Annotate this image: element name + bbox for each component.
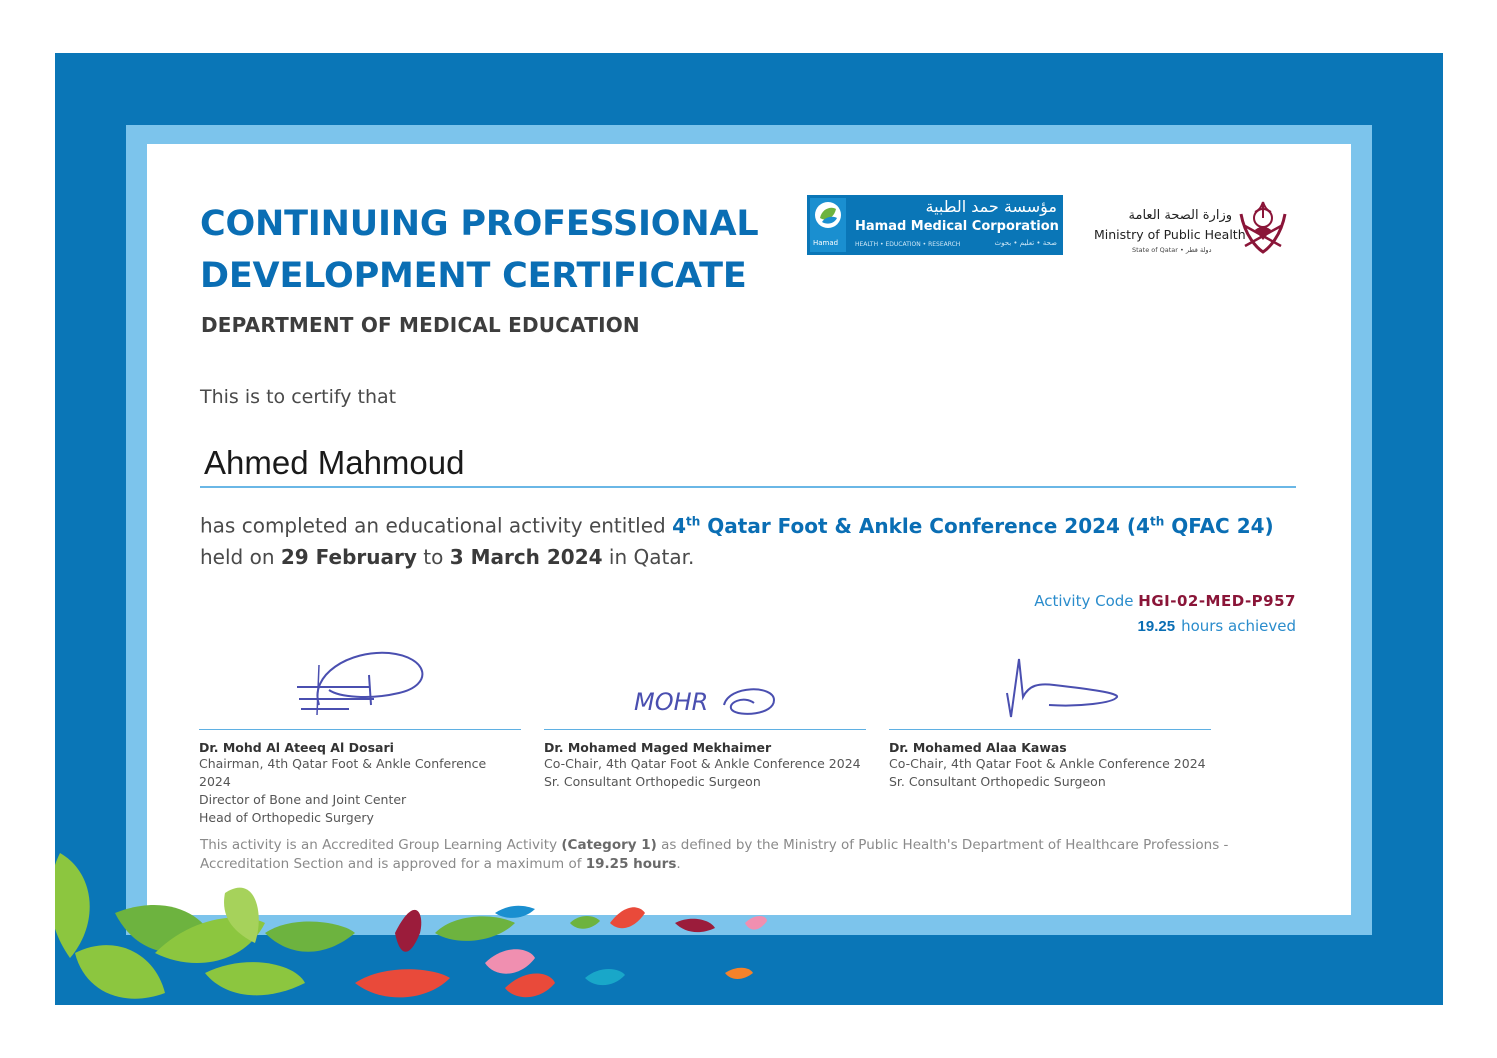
hmc-logo <box>807 195 1063 255</box>
title-line-2: DEVELOPMENT CERTIFICATE <box>200 256 747 296</box>
hours-label: hours achieved <box>1181 617 1296 635</box>
hmc-mark-label: Hamad <box>813 239 839 247</box>
signatory-2-name: Dr. Mohamed Maged Mekhaimer <box>544 740 772 755</box>
department-name: DEPARTMENT OF MEDICAL EDUCATION <box>201 313 640 337</box>
signature-1 <box>199 645 521 729</box>
activity-prefix: has completed an educational activity entitled <box>200 513 673 538</box>
accreditation-statement: This activity is an Accredited Group Learning Activity (Category 1) as defined by the Ministry of Public Health's Department of Healthcare Professions - Accreditation Section and is approved for a maximum of 19.25 hours. <box>200 837 1229 872</box>
activity-statement: has completed an educational activity entitled 4th Qatar Foot & Ankle Conference 2024 (4th QFAC 24) held on 29 February to 3 March 2024 in Qatar. <box>200 513 1274 569</box>
signature-2 <box>544 645 866 729</box>
location-text: in Qatar. <box>602 544 695 569</box>
signatory-2 <box>544 645 866 791</box>
certificate-title <box>200 198 758 302</box>
hmc-tagline: HEALTH • EDUCATION • RESEARCH <box>855 241 961 248</box>
qatar-emblem-icon <box>1235 196 1291 256</box>
moph-english-name: Ministry of Public Health <box>1094 227 1246 242</box>
recipient-name: Ahmed Mahmoud <box>204 444 465 481</box>
accreditation-hours: 19.25 hours <box>585 856 677 872</box>
signatory-1-title-1: Chairman, 4th Qatar Foot & Ankle Conference 2024 <box>199 756 487 789</box>
signatory-2-title-2: Sr. Consultant Orthopedic Surgeon <box>544 774 761 789</box>
signature-3 <box>889 645 1211 729</box>
date-start: 29 February <box>280 544 417 569</box>
moph-subtitle: State of Qatar • دولة قطر <box>1132 246 1212 254</box>
date-end: 3 March 2024 <box>449 544 603 569</box>
moph-arabic-name: وزارة الصحة العامة <box>1128 208 1232 223</box>
moph-logo <box>1092 196 1292 258</box>
accreditation-category: (Category 1) <box>561 837 657 853</box>
name-underline <box>200 486 1296 488</box>
signatory-3-name: Dr. Mohamed Alaa Kawas <box>889 740 1067 755</box>
signatory-3 <box>889 645 1211 791</box>
certify-text: This is to certify that <box>200 386 397 408</box>
hours-line <box>1138 617 1296 635</box>
signatory-3-title-2: Sr. Consultant Orthopedic Surgeon <box>889 774 1106 789</box>
signatory-1-title-3: Head of Orthopedic Surgery <box>199 810 374 825</box>
signatory-1-name: Dr. Mohd Al Ateeq Al Dosari <box>199 740 394 755</box>
hmc-tagline-arabic: صحة • تعليم • بحوث <box>994 239 1057 247</box>
signatory-2-title-1: Co-Chair, 4th Qatar Foot & Ankle Conference 2024 <box>544 756 861 771</box>
activity-code-line <box>1034 592 1296 610</box>
title-line-1: CONTINUING PROFESSIONAL <box>200 204 759 244</box>
activity-code: HGI-02-MED-P957 <box>1138 592 1296 610</box>
signatory-1-title-2: Director of Bone and Joint Center <box>199 792 407 807</box>
activity-title: 4th Qatar Foot & Ankle Conference 2024 (4th QFAC 24) <box>672 513 1274 538</box>
hmc-english-name: Hamad Medical Corporation <box>855 219 1059 234</box>
hmc-arabic-name: مؤسسة حمد الطبية <box>925 197 1057 216</box>
signatory-3-title-1: Co-Chair, 4th Qatar Foot & Ankle Conference 2024 <box>889 756 1206 771</box>
held-on-text: held on <box>200 544 281 569</box>
activity-code-label: Activity Code <box>1034 592 1139 610</box>
hours-value: 19.25 <box>1137 618 1176 635</box>
signatory-1 <box>199 645 521 827</box>
signature-2-text: MOHR <box>634 688 709 716</box>
